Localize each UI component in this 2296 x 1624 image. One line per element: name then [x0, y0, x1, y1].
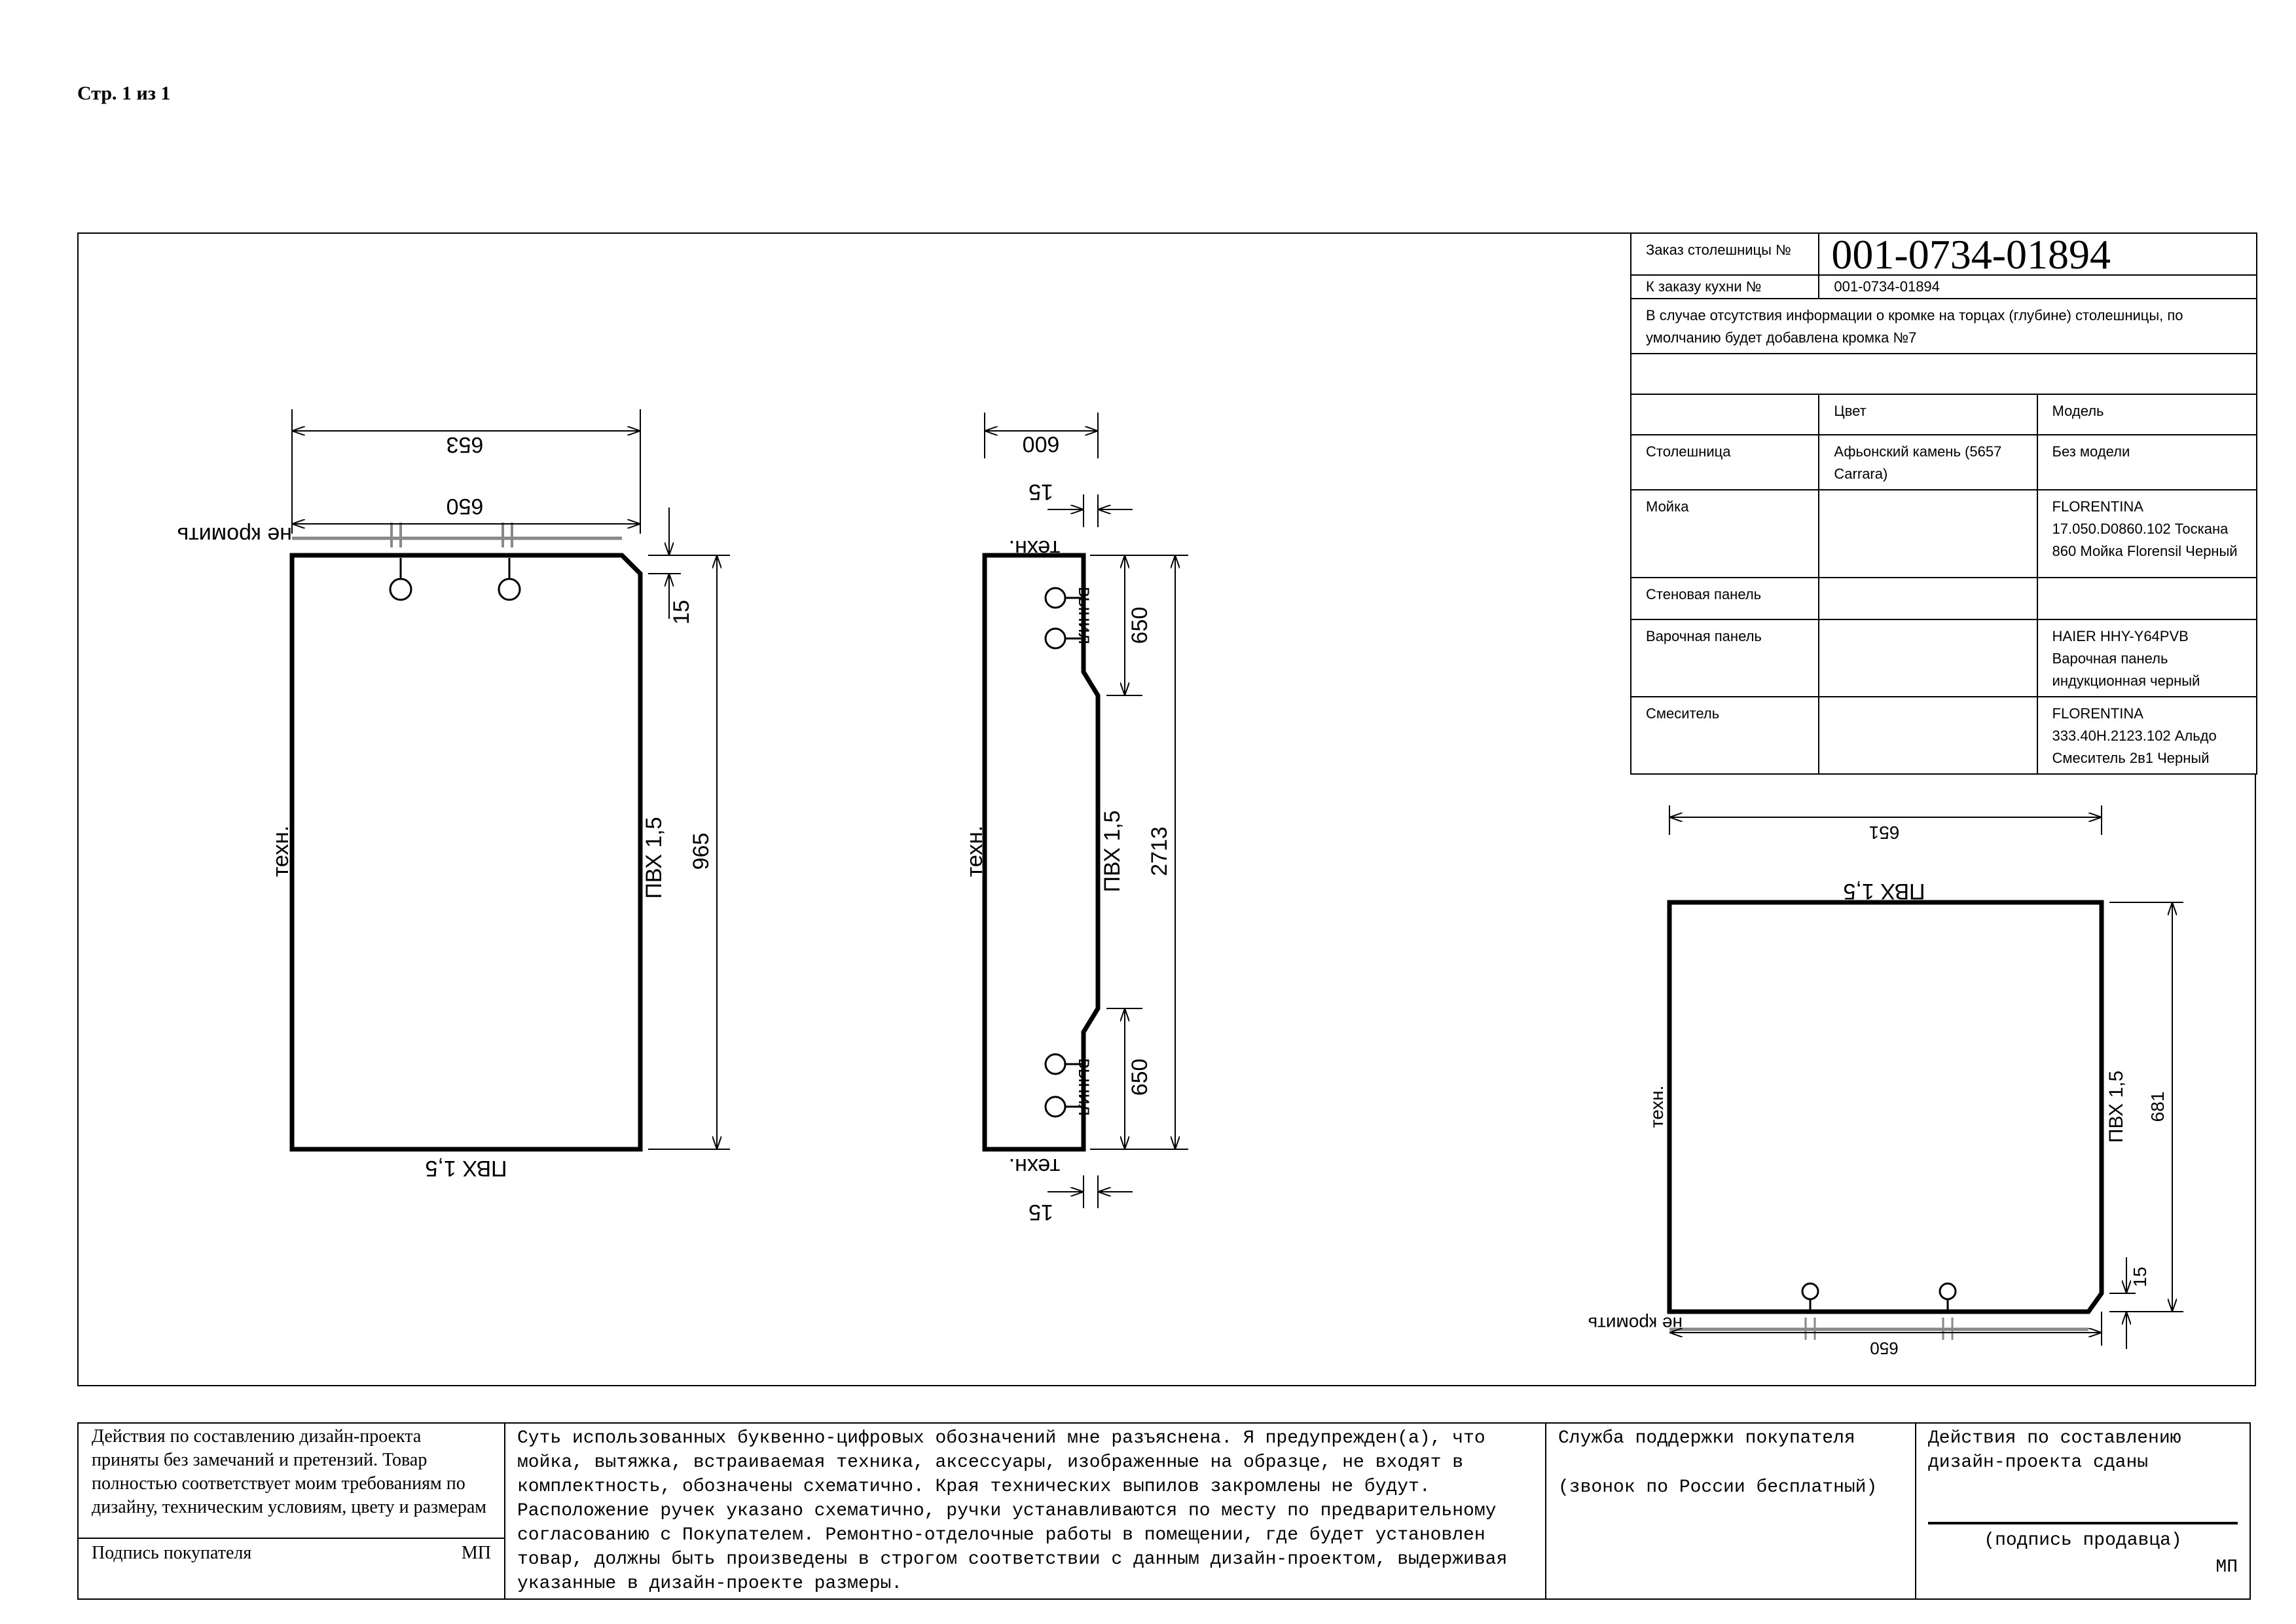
dim-681: 681: [2147, 1091, 2168, 1122]
order-kitchen-label: К заказу кухни №: [1631, 275, 1819, 299]
mount-hole: [499, 579, 520, 600]
dim-650-bottom: 650: [1127, 1058, 1152, 1096]
dim-650-top: 650: [1127, 606, 1152, 644]
spec-row-name: Столешница: [1631, 435, 1819, 490]
spec-table: [1630, 232, 2257, 775]
mount-hole: [1046, 588, 1065, 608]
seller-stamp-label: МП: [2215, 1557, 2238, 1578]
edge-right-label: ПВХ 1,5: [642, 817, 666, 899]
order-kitchen-number: 001-0734-01894: [1819, 275, 2257, 299]
dim-15: 15: [2130, 1266, 2150, 1287]
footer-support: [1546, 1423, 1916, 1599]
spec-row-color: Афьонский камень (5657 Carrara): [1819, 435, 2037, 490]
dim-15-top: 15: [1029, 479, 1053, 504]
spec-row-model: [2037, 578, 2257, 619]
dim-15-bottom: 15: [1029, 1200, 1053, 1225]
edge-bottom-label: не кромить: [1588, 1314, 1683, 1334]
edge-note: В случае отсутствия информации о кромке на торцах (глубине) столешницы, по умолчанию будет добавлена кромка №7: [1631, 299, 2257, 354]
spec-row-model: HAIER HHY-Y64PVB Варочная панель индукционная черный: [2037, 619, 2257, 697]
mount-hole: [1046, 1054, 1065, 1074]
edge-bottom-label: техн.: [1008, 1154, 1061, 1179]
cutout-bottom-label: вынил: [1074, 1058, 1096, 1116]
customer-stamp-label: МП: [461, 1543, 491, 1563]
edge-top-label: ПВХ 1,5: [1843, 879, 1925, 904]
panel-3-outline: [1669, 902, 2102, 1312]
dim-653: 653: [446, 432, 484, 457]
footer-acceptance: [78, 1423, 505, 1599]
spec-row-color: [1819, 490, 2037, 578]
spec-row-name: Мойка: [1631, 490, 1819, 578]
acceptance-text: Действия по составлению дизайн-проекта приняты без замечаний и претензий. Товар полностью соответствует моим требованиям по дизайну, техническим условиям, цвету и размерам: [92, 1426, 486, 1517]
panel-1: [177, 409, 730, 1181]
mount-hole: [1046, 629, 1065, 648]
mount-hole: [390, 579, 411, 600]
cutout-top-label: вынил: [1074, 586, 1096, 645]
footer-table: [77, 1422, 2251, 1600]
spec-row-color: [1819, 619, 2037, 697]
dim-2713: 2713: [1147, 826, 1172, 876]
edge-top-label: техн.: [1008, 536, 1061, 561]
order-countertop-label: Заказ столешницы №: [1631, 233, 1819, 275]
dim-650: 650: [446, 494, 484, 519]
spec-row-color: [1819, 578, 2037, 619]
dim-651: 651: [1868, 822, 1900, 843]
seller-signature-label: (подпись продавца): [1928, 1522, 2238, 1553]
spacer-row: [1631, 354, 2257, 394]
spec-row-name: Смеситель: [1631, 697, 1819, 774]
footer-disclaimer: Суть использованных буквенно-цифровых обозначений мне разъяснена. Я предупрежден(а), что мойка, вытяжка, встраиваемая техника, аксессуары, изображенные на образце, не входят в комплектность, обозначены схематично. Края технических выпилов закромлены не будут. Расположение ручек указано схематично, ручки устанавливаются по месту по предварительному согласованию с Покупателем. Ремонтно-отделочные работы в помещении, где будет установлен товар, должны быть произведены в строгом соответствии с данным дизайн-проектом, выдерживая указанные в дизайн-проекте размеры.: [505, 1423, 1546, 1599]
footer-handover: [1916, 1423, 2250, 1599]
dim-15: 15: [669, 600, 694, 625]
edge-bottom-label: ПВХ 1,5: [425, 1156, 507, 1181]
support-subtitle: (звонок по России бесплатный): [1558, 1477, 1878, 1498]
mount-hole: [1046, 1097, 1065, 1116]
edge-left-label: техн.: [268, 825, 293, 877]
spec-row-model: FLORENTINA 333.40H.2123.102 Альдо Смеситель 2в1 Черный: [2037, 697, 2257, 774]
support-title: Служба поддержки покупателя: [1558, 1428, 1855, 1449]
spec-header-blank: [1631, 394, 1819, 435]
page-number: Стр. 1 из 1: [77, 83, 171, 104]
panel-2: [962, 413, 1188, 1225]
panel-3: [1588, 805, 2183, 1358]
handover-title: Действия по составлению дизайн-проекта сданы: [1928, 1428, 2181, 1473]
spec-row-color: [1819, 697, 2037, 774]
mount-hole: [1802, 1283, 1818, 1299]
edge-left-label: техн.: [962, 825, 987, 877]
panel-1-outline: [292, 555, 640, 1149]
spec-row-model: FLORENTINA 17.050.D0860.102 Тоскана 860 Мойка Florensil Черный: [2037, 490, 2257, 578]
edge-right-label: ПВХ 1,5: [1100, 810, 1125, 893]
dim-650: 650: [1870, 1338, 1899, 1358]
spec-row-model: Без модели: [2037, 435, 2257, 490]
spec-header-model: Модель: [2037, 394, 2257, 435]
edge-top-label: не кромить: [177, 523, 292, 547]
spec-header-color: Цвет: [1819, 394, 2037, 435]
spec-row-name: Стеновая панель: [1631, 578, 1819, 619]
order-countertop-number: 001-0734-01894: [1819, 233, 2257, 275]
mount-hole: [1940, 1283, 1956, 1299]
dim-600: 600: [1022, 432, 1060, 456]
dim-965: 965: [689, 832, 714, 870]
customer-signature: [79, 1538, 504, 1568]
customer-signature-label: Подпись покупателя: [92, 1543, 252, 1563]
edge-left-label: техн.: [1647, 1085, 1667, 1128]
spec-row-name: Варочная панель: [1631, 619, 1819, 697]
edge-right-label: ПВХ 1,5: [2105, 1070, 2127, 1143]
